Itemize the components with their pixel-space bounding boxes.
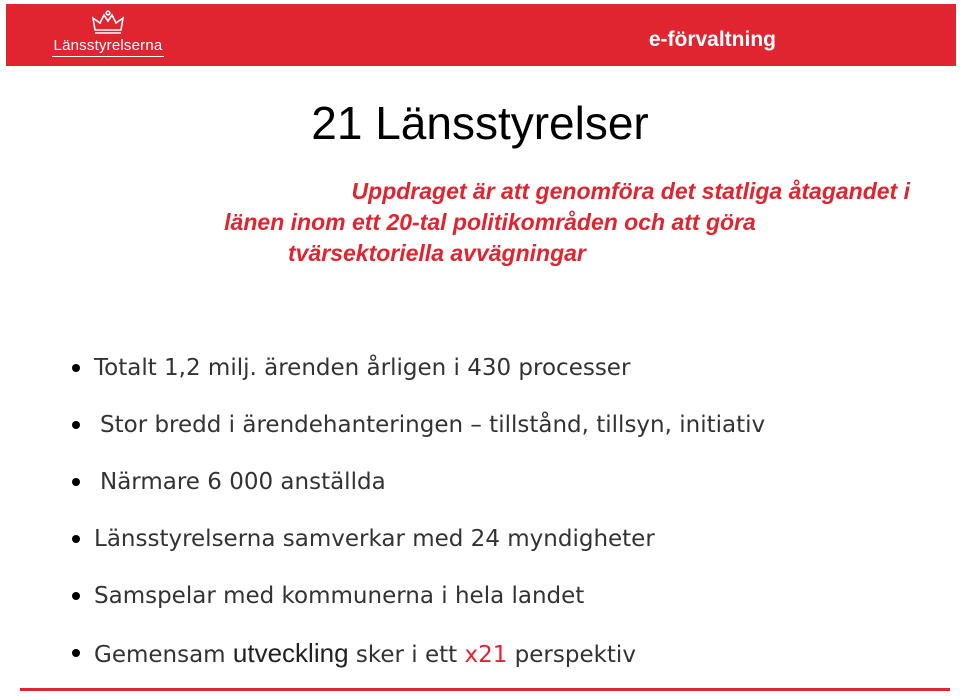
bullet-text: Närmare 6 000 anställda xyxy=(100,469,386,495)
bullet-text-x21: x21 xyxy=(464,642,508,668)
list-item xyxy=(0,568,960,625)
bullet-text-part: sker i ett xyxy=(348,642,465,668)
bullet-text: Länsstyrelserna samverkar med 24 myndigheter xyxy=(94,526,655,552)
list-item xyxy=(0,625,960,682)
brand-label: e-förvaltning xyxy=(648,28,776,51)
list-item xyxy=(0,340,960,397)
lansstyrelserna-logo xyxy=(48,10,168,64)
bullet-text-part: Gemensam xyxy=(94,642,233,668)
bullet-text: Stor bredd i ärendehanteringen – tillstånd, tillsyn, initiativ xyxy=(100,412,766,438)
bullet-text-part: perspektiv xyxy=(507,642,636,668)
logo-text: Länsstyrelserna xyxy=(53,37,163,54)
bullet-text-highlight: utveckling xyxy=(232,638,349,668)
page-title: 21 Länsstyrelser xyxy=(311,97,649,149)
bullet-text: Samspelar med kommunerna i hela landet xyxy=(94,583,585,609)
crown-icon xyxy=(90,10,126,36)
bullet-dot xyxy=(72,478,80,486)
bullet-text-mixed xyxy=(94,625,636,684)
bullet-text: Totalt 1,2 milj. ärenden årligen i 430 processer xyxy=(94,355,631,381)
list-item xyxy=(0,397,960,454)
bullet-list xyxy=(0,340,960,682)
list-item xyxy=(0,454,960,511)
bullet-dot xyxy=(72,649,80,657)
bullet-dot xyxy=(72,535,80,543)
header-bar xyxy=(6,4,956,66)
bullet-dot xyxy=(72,421,80,429)
mission-statement xyxy=(60,176,920,269)
logo-underline xyxy=(52,56,164,57)
bullet-dot xyxy=(72,592,80,600)
mission-line-3: tvärsektoriella avvägningar xyxy=(288,240,586,266)
footer-line xyxy=(20,688,950,691)
bullet-dot xyxy=(72,364,80,372)
list-item xyxy=(0,511,960,568)
mission-line-1: Uppdraget är att genomföra det statliga åtagandet i xyxy=(351,178,910,204)
mission-line-2: länen inom ett 20-tal politikområden och att göra xyxy=(224,209,756,235)
